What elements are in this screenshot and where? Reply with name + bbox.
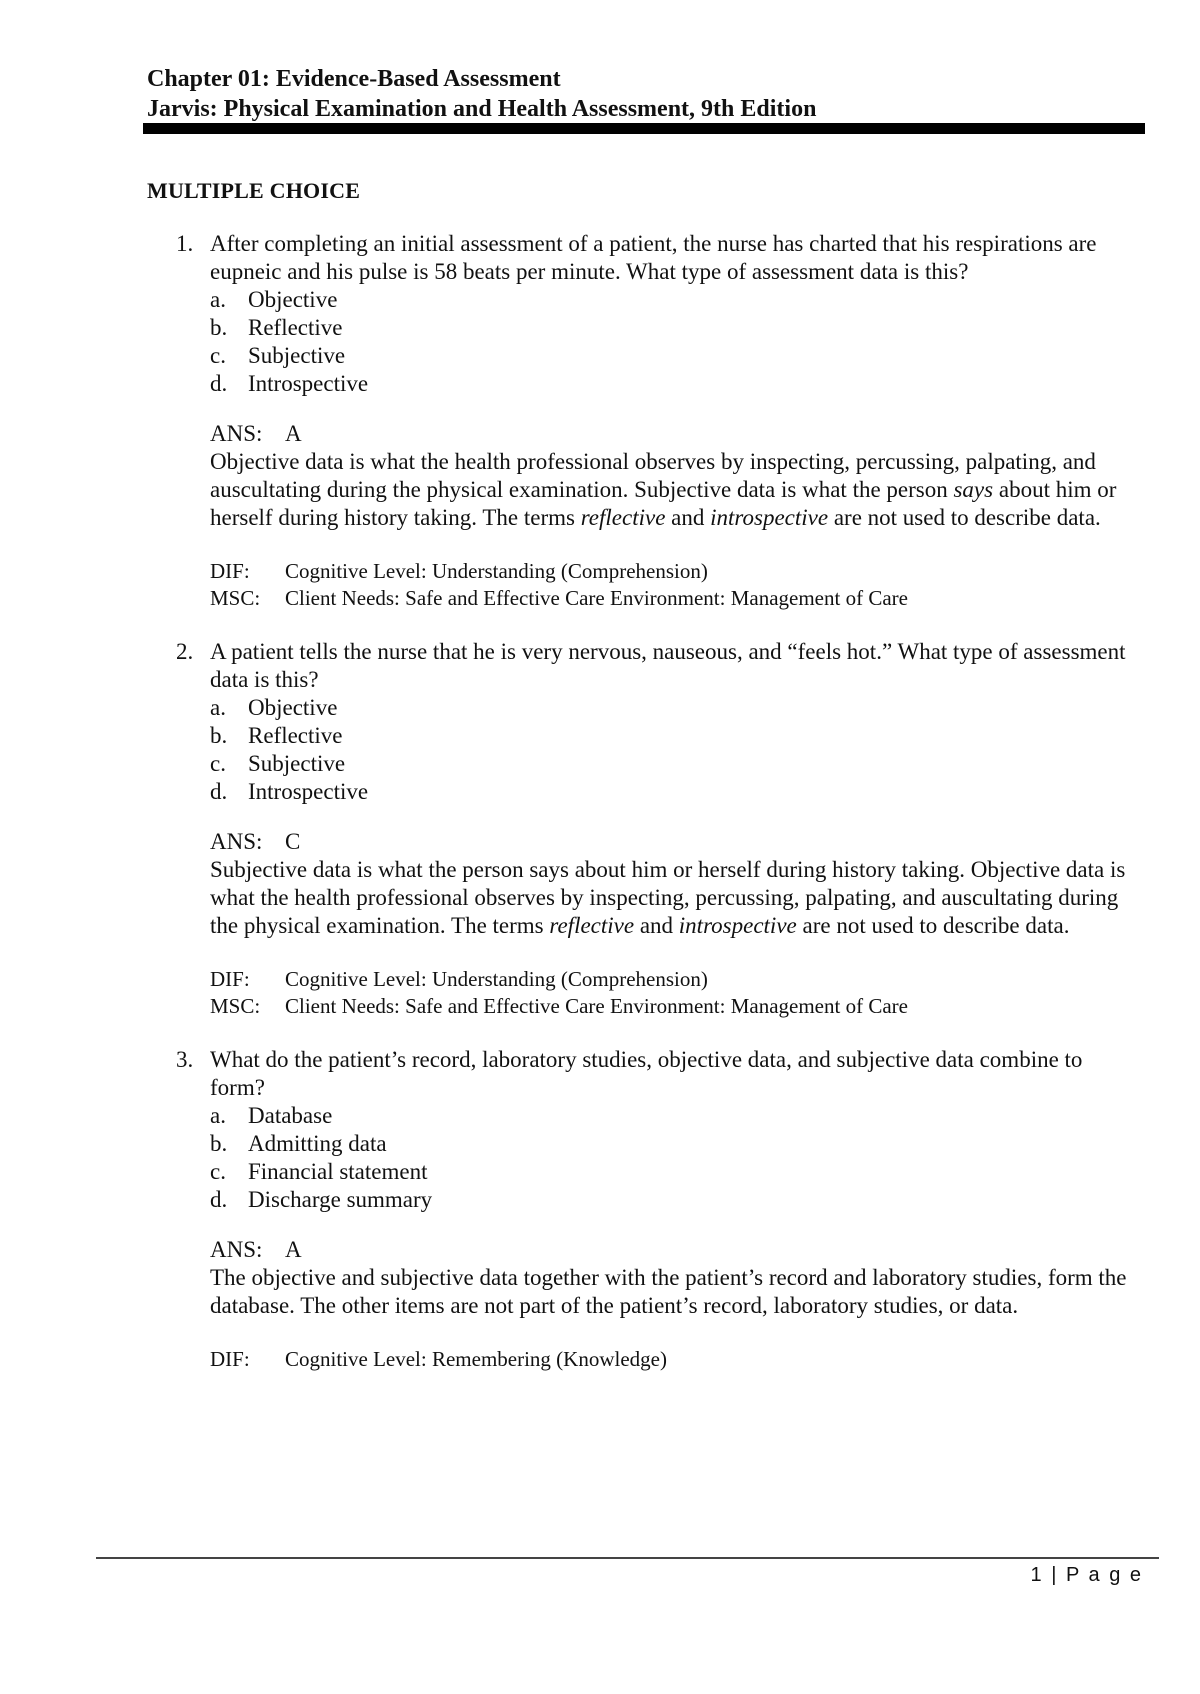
question-list [0,230,1200,1373]
question-number: 1. [176,231,194,256]
answer-label: ANS: [210,421,263,446]
answer-rationale [210,1264,1135,1320]
answer-key [210,828,1135,856]
answer-option [210,370,1135,398]
option-letter: d. [210,779,228,804]
rationale-emphasis: introspective [678,913,797,938]
section-title: MULTIPLE CHOICE [147,178,361,203]
header-divider [143,123,1145,134]
footer-divider [96,1557,1159,1559]
difficulty-line [210,558,1135,585]
option-letter: c. [210,751,226,776]
option-text: Introspective [248,371,369,396]
answer-block [210,420,1135,532]
answer-option [210,1158,1135,1186]
difficulty-label: DIF: [210,559,250,583]
rationale-text: about him or herself during history taking. The terms [210,477,1117,530]
answer-option [210,286,1135,314]
option-text: Introspective [248,779,369,804]
rationale-text: Objective data is what the health professional observes by inspecting, percussing, palpating, and auscultating during the physical examination. Subjective data is what the person [210,449,1096,502]
client-needs-line [210,585,1135,612]
client-needs-label: MSC: [210,994,261,1018]
answer-option [210,722,1135,750]
answer-option [210,778,1135,806]
option-text: Admitting data [248,1131,387,1156]
option-letter: d. [210,1187,228,1212]
rationale-emphasis: reflective [549,913,635,938]
rationale-text: Subjective data is what the person says about him or herself during history taking. Objective data is what the health professional observes by inspecting, percussing, palpating, and auscultating during the physical examination. The terms [210,857,1126,938]
client-needs-label: MSC: [210,586,261,610]
option-letter: b. [210,1131,228,1156]
difficulty-label: DIF: [210,967,250,991]
question-stem: After completing an initial assessment of a patient, the nurse has charted that his respirations are eupneic and his pulse is 58 beats per minute. What type of assessment data is this? [210,231,1097,284]
option-text: Database [248,1103,333,1128]
option-text: Reflective [248,315,343,340]
answer-option [210,1102,1135,1130]
question-spacer [0,1020,1200,1046]
answer-value: C [285,829,301,854]
answer-options [210,694,1135,806]
question-number: 2. [176,639,194,664]
option-letter: c. [210,343,226,368]
difficulty-value: Cognitive Level: Remembering (Knowledge) [285,1347,667,1371]
question-body [210,230,1135,612]
answer-rationale [210,856,1135,940]
option-text: Reflective [248,723,343,748]
option-text: Objective [248,695,338,720]
question-item [0,638,1200,1020]
answer-options [210,286,1135,398]
answer-label: ANS: [210,829,263,854]
question-body [210,1046,1135,1373]
question-metadata [210,966,1135,1020]
rationale-text: The objective and subjective data together with the patient’s record and laboratory studies, form the database. The other items are not part of the patient’s record, laboratory studies, or data. [210,1265,1127,1318]
book-title: Jarvis: Physical Examination and Health Assessment, 9th Edition [147,96,817,122]
rationale-emphasis: reflective [580,505,666,530]
client-needs-value: Client Needs: Safe and Effective Care Environment: Management of Care [285,994,908,1018]
difficulty-line [210,1346,1135,1373]
answer-option [210,750,1135,778]
difficulty-value: Cognitive Level: Understanding (Comprehension) [285,967,708,991]
question-metadata [210,558,1135,612]
question-stem: A patient tells the nurse that he is very nervous, nauseous, and “feels hot.” What type of assessment data is this? [210,639,1126,692]
answer-block [210,1236,1135,1320]
question-metadata [210,1346,1135,1373]
document-header [147,64,1147,124]
answer-rationale [210,448,1135,532]
option-text: Objective [248,287,338,312]
rationale-text: are not used to describe data. [828,505,1101,530]
option-text: Subjective [248,343,346,368]
answer-key [210,420,1135,448]
client-needs-line [210,993,1135,1020]
difficulty-label: DIF: [210,1347,250,1371]
option-letter: a. [210,1103,226,1128]
difficulty-line [210,966,1135,993]
answer-option [210,694,1135,722]
question-body [210,638,1135,1020]
option-letter: a. [210,695,226,720]
answer-value: A [285,1237,302,1262]
option-letter: b. [210,315,228,340]
answer-block [210,828,1135,940]
answer-options [210,1102,1135,1214]
answer-option [210,314,1135,342]
rationale-text: are not used to describe data. [796,913,1070,938]
client-needs-value: Client Needs: Safe and Effective Care Environment: Management of Care [285,586,908,610]
question-item [0,230,1200,612]
difficulty-value: Cognitive Level: Understanding (Comprehension) [285,559,708,583]
page-number: 1 | P a g e [1030,1564,1143,1586]
rationale-text: and [634,913,679,938]
chapter-title: Chapter 01: Evidence-Based Assessment [147,66,561,92]
rationale-text: and [665,505,711,530]
answer-option [210,1130,1135,1158]
answer-value: A [285,421,302,446]
rationale-emphasis: says [953,477,994,502]
question-stem: What do the patient’s record, laboratory studies, objective data, and subjective data combine to form? [210,1047,1083,1100]
question-item [0,1046,1200,1373]
option-text: Financial statement [248,1159,428,1184]
answer-label: ANS: [210,1237,263,1262]
option-letter: b. [210,723,228,748]
option-letter: c. [210,1159,226,1184]
option-text: Subjective [248,751,346,776]
question-number: 3. [176,1047,194,1072]
option-letter: a. [210,287,226,312]
question-spacer [0,612,1200,638]
answer-key [210,1236,1135,1264]
option-text: Discharge summary [248,1187,433,1212]
option-letter: d. [210,371,228,396]
answer-option [210,342,1135,370]
answer-option [210,1186,1135,1214]
rationale-emphasis: introspective [710,505,829,530]
